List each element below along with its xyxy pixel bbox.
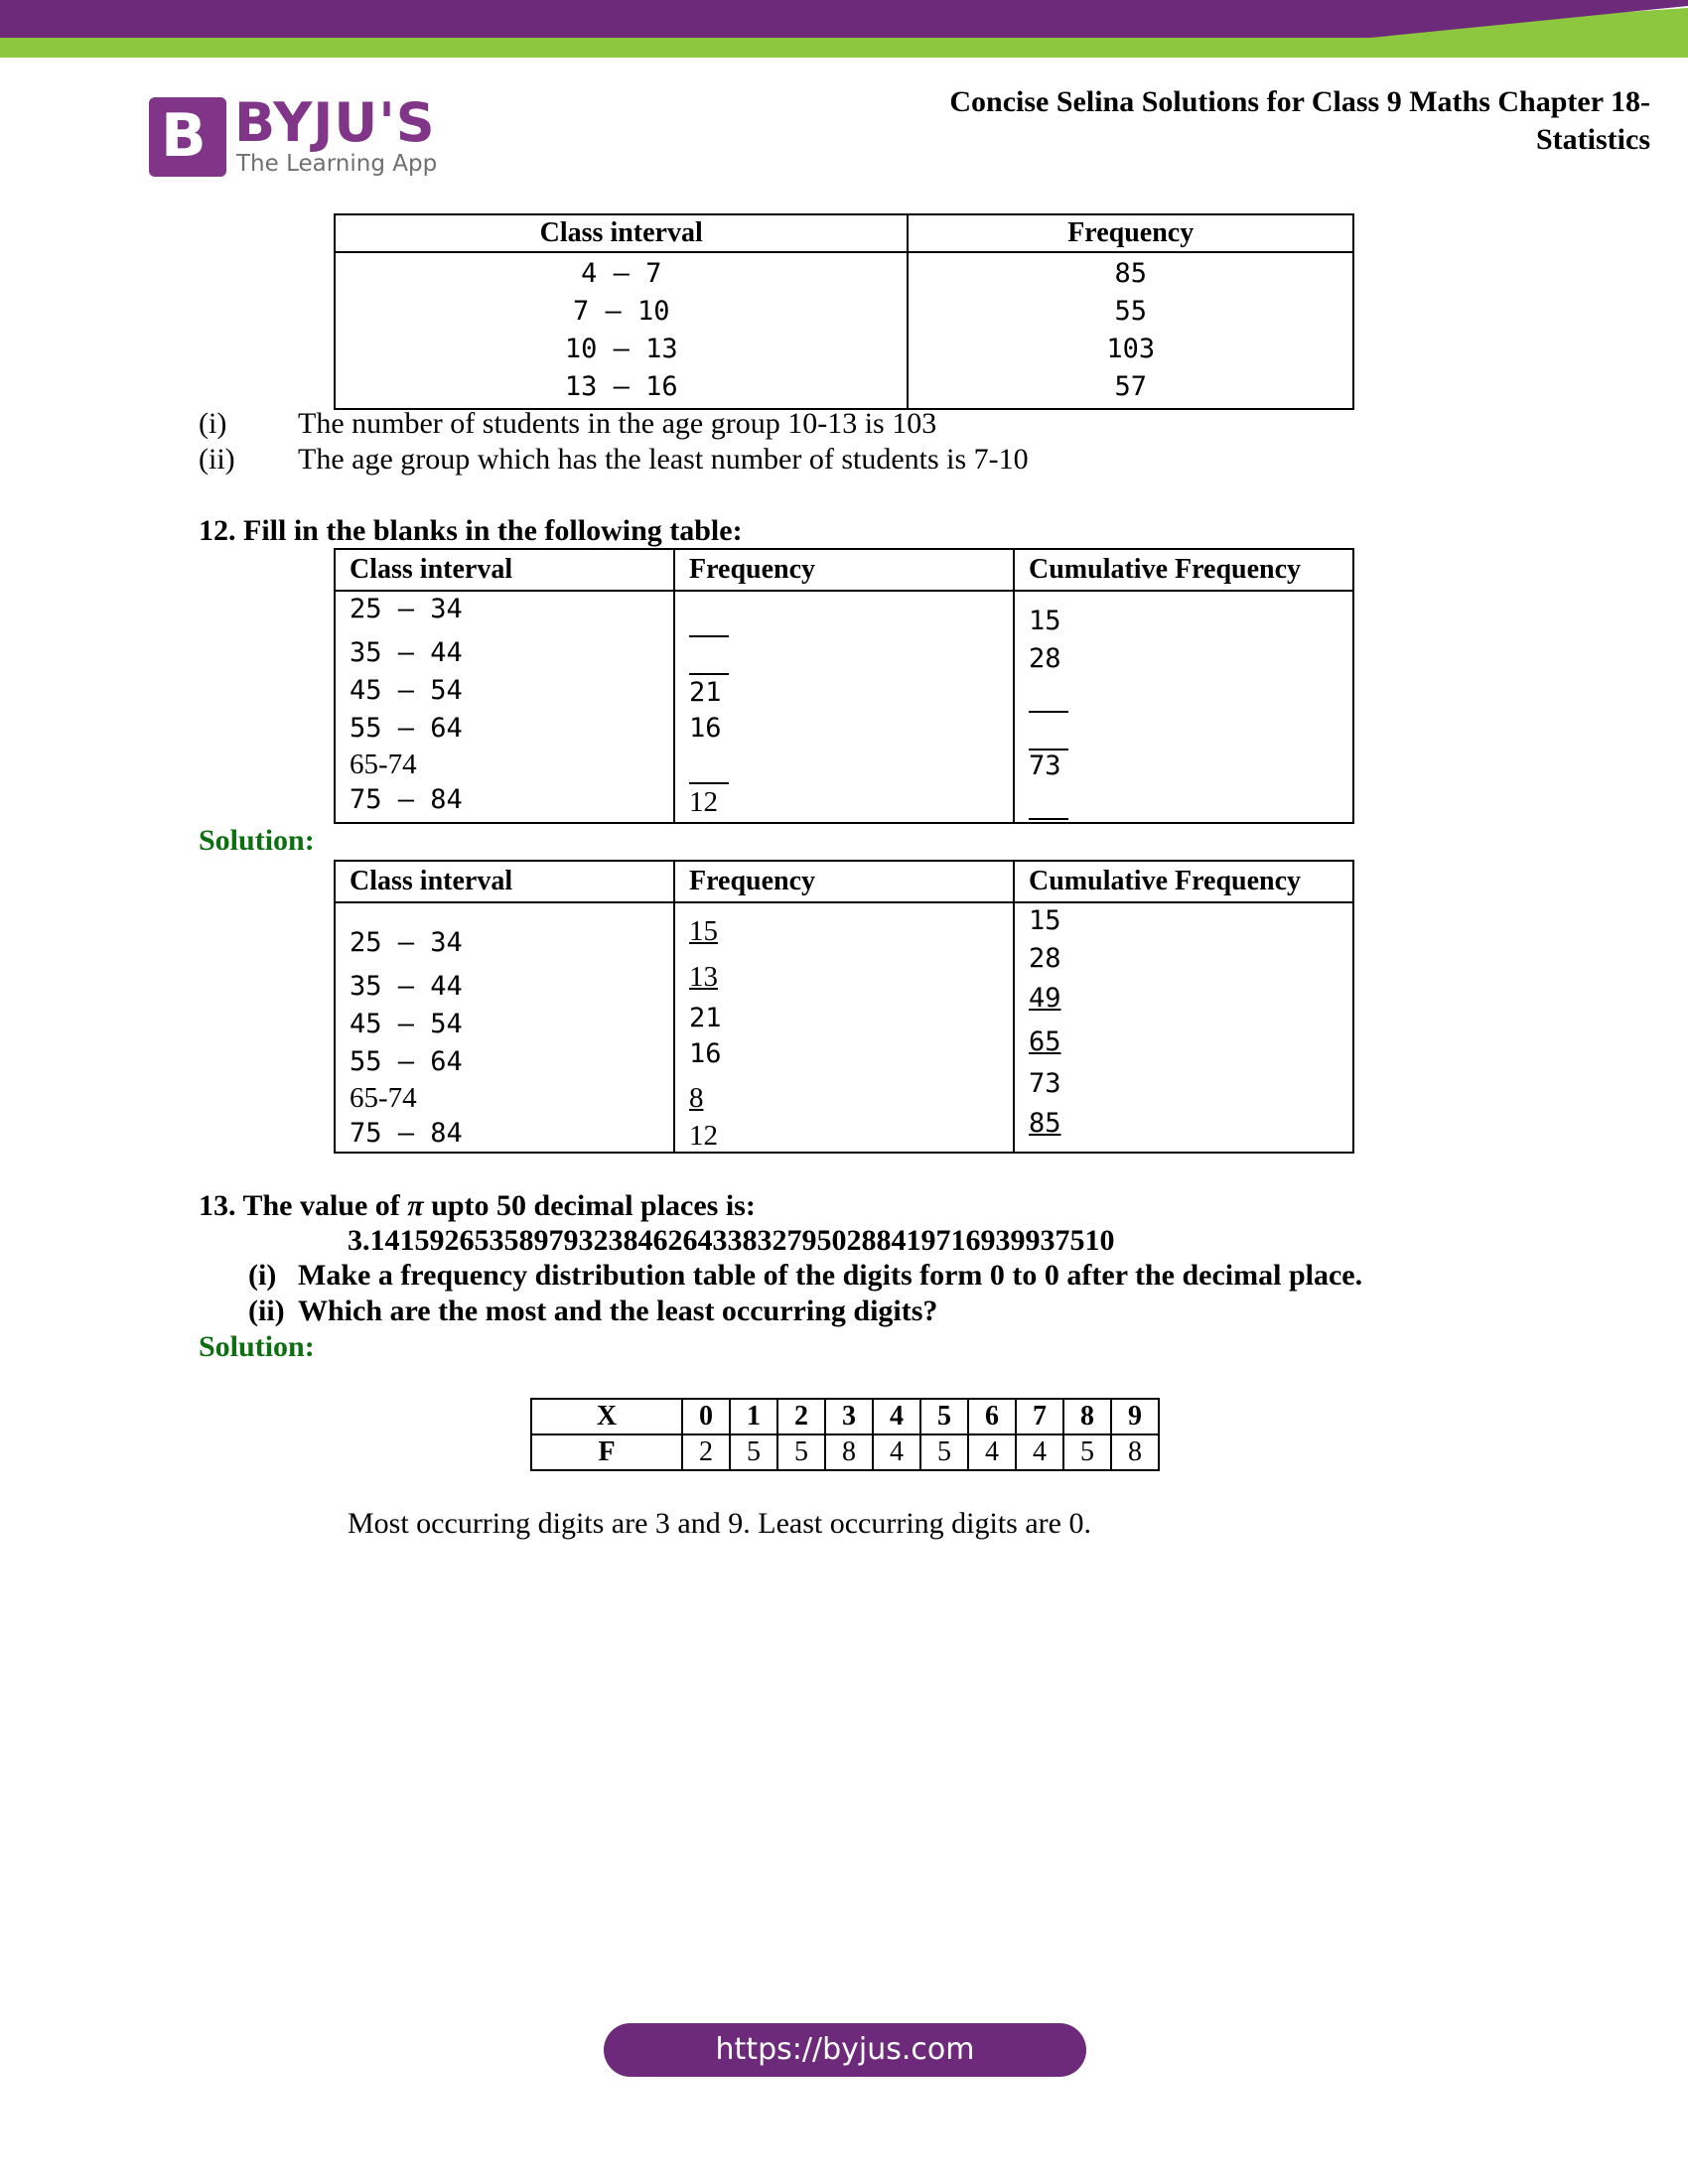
column-header: Frequency bbox=[674, 549, 1014, 591]
question-13-part-i: Make a frequency distribution table of the digits form 0 to 0 after the decimal place. bbox=[298, 1259, 1363, 1292]
blank-line bbox=[689, 635, 729, 637]
answer-ii-number: (ii) bbox=[199, 443, 235, 476]
table-row: 25 – 34 35 – 44 45 – 54 55 – 64 65-74 75 – 84 21 16 12 15 28 73 bbox=[335, 591, 1353, 823]
pi-symbol: π bbox=[407, 1189, 424, 1222]
question-12: 12. Fill in the blanks in the following table: bbox=[199, 514, 743, 547]
blank-line bbox=[689, 673, 729, 675]
answer-ii-text: The age group which has the least number of students is 7-10 bbox=[298, 443, 1029, 476]
blank-line bbox=[1029, 711, 1068, 713]
table-row: F 2 5 5 8 4 5 4 4 5 8 bbox=[531, 1434, 1159, 1470]
top-color-band bbox=[0, 0, 1688, 60]
age-frequency-table bbox=[334, 213, 1354, 410]
column-header: Class interval bbox=[335, 214, 908, 252]
question-13-part-ii: Which are the most and the least occurring digits? bbox=[298, 1295, 938, 1327]
column-header: Class interval bbox=[335, 861, 674, 902]
column-header: Cumulative Frequency bbox=[1014, 549, 1353, 591]
question-13-part-ii-number: (ii) bbox=[248, 1295, 285, 1327]
fill-blanks-table bbox=[334, 548, 1354, 824]
document-title: Concise Selina Solutions for Class 9 Maths Chapter 18- Statistics bbox=[949, 85, 1650, 156]
logo-tagline: The Learning App bbox=[236, 151, 438, 177]
solution-table-12 bbox=[334, 860, 1354, 1154]
logo-name: BYJU'S bbox=[234, 91, 436, 154]
answer-i-number: (i) bbox=[199, 407, 227, 440]
byjus-logo bbox=[149, 91, 438, 181]
pi-value: 3.14159265358979323846264338327950288419716939937510 bbox=[348, 1224, 1115, 1257]
blank-line bbox=[1029, 818, 1068, 820]
column-header: Class interval bbox=[335, 549, 674, 591]
question-13-part-i-number: (i) bbox=[248, 1259, 277, 1292]
logo-b-icon: B bbox=[149, 97, 226, 177]
question-13: 13. The value of π upto 50 decimal places is: bbox=[199, 1189, 756, 1222]
table-row: 25 – 34 35 – 44 45 – 54 55 – 64 65-74 75 – 84 15 13 21 16 8 12 15 28 49 65 73 85 bbox=[335, 902, 1353, 1153]
footer-url-link[interactable]: https://byjus.com bbox=[604, 2023, 1086, 2077]
column-header: Cumulative Frequency bbox=[1014, 861, 1353, 902]
column-header: Frequency bbox=[674, 861, 1014, 902]
blank-line bbox=[689, 782, 729, 784]
solution-label-13: Solution: bbox=[199, 1330, 315, 1363]
table-row: 4 – 7 7 – 10 10 – 13 13 – 16 85 55 103 57 bbox=[335, 252, 1353, 409]
column-header: Frequency bbox=[908, 214, 1353, 252]
answer-i-text: The number of students in the age group 10-13 is 103 bbox=[298, 407, 937, 440]
digit-frequency-table bbox=[530, 1398, 1160, 1471]
table-row: X 0 1 2 3 4 5 6 7 8 9 bbox=[531, 1399, 1159, 1434]
conclusion-text: Most occurring digits are 3 and 9. Least occurring digits are 0. bbox=[348, 1507, 1091, 1540]
solution-label-12: Solution: bbox=[199, 824, 315, 857]
